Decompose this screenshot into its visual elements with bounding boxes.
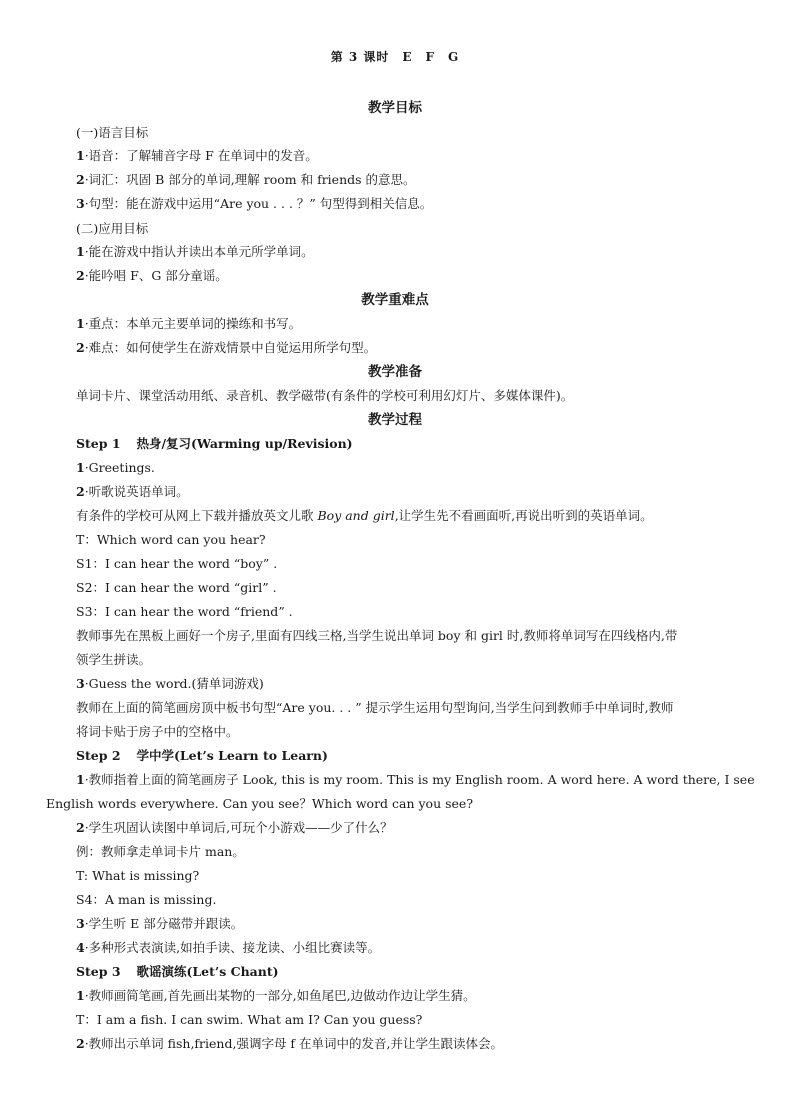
objectives-heading: 教学目标 [368, 100, 422, 116]
application-goal-2: 2·能吟唱 F、G 部分童谣。 [76, 268, 228, 283]
process-heading: 教学过程 [368, 412, 422, 428]
dialogue-line: S1：I can hear the word “boy” . [76, 556, 278, 571]
application-goal-1: 1·能在游戏中指认并读出本单元所学单词。 [76, 244, 314, 259]
key-point-2: 2·难点：如何使学生在游戏情景中自觉运用所学句型。 [76, 340, 377, 355]
step-2-item-2: 2·学生巩固认读图中单词后,可玩个小游戏——少了什么？ [76, 820, 393, 835]
step-1-paragraph-2-line-2: 领学生拼读。 [76, 652, 152, 667]
language-goal-3: 3·句型：能在游戏中运用“Are you . . . ？” 句型得到相关信息。 [76, 196, 433, 211]
step-1-item-1: 1·Greetings. [76, 460, 155, 475]
step-2-title: Step 2 学中学(Let’s Learn to Learn) [76, 748, 328, 763]
step-3-item-2: 2·教师出示单词 fish,friend,强调字母 f 在单词中的发音,并让学生跟读体会。 [76, 1036, 503, 1051]
step-1-title: Step 1 热身/复习(Warming up/Revision) [76, 436, 353, 451]
lesson-header: 第 3 课时 E F G [330, 50, 460, 64]
language-goal-1: 1·语音：了解辅音字母 F 在单词中的发音。 [76, 148, 318, 163]
preparation-text: 单词卡片、课堂活动用纸、录音机、教学磁带(有条件的学校可利用幻灯片、多媒体课件)。 [76, 388, 574, 403]
step-1-paragraph-1: 有条件的学校可从网上下载并播放英文儿歌 Boy and girl,让学生先不看画面听,再说出听到的英语单词。 [76, 508, 653, 523]
step-1-item-3: 3·Guess the word.(猜单词游戏) [76, 676, 264, 691]
key-point-1: 1·重点：本单元主要单词的操练和书写。 [76, 316, 302, 331]
step-1-item-2: 2·听歌说英语单词。 [76, 484, 189, 499]
step-1-paragraph-3-line-2: 将词卡贴于房子中的空格中。 [76, 724, 239, 739]
preparation-heading: 教学准备 [368, 364, 422, 380]
step-1-paragraph-2-line-1: 教师事先在黑板上画好一个房子,里面有四线三格,当学生说出单词 boy 和 girl 时,教师将单词写在四线格内,带 [76, 628, 678, 643]
dialogue-line: T：Which word can you hear? [76, 532, 266, 547]
key-points-heading: 教学重难点 [361, 292, 429, 308]
dialogue-line: T: What is missing? [76, 868, 200, 883]
language-goals-label: (一)语言目标 [76, 125, 149, 140]
dialogue-line: S4：A man is missing. [76, 892, 217, 907]
step-2-example: 例：教师拿走单词卡片 man。 [76, 844, 245, 859]
step-2-item-3: 3·学生听 E 部分磁带并跟读。 [76, 916, 244, 931]
application-goals-label: (二)应用目标 [76, 221, 149, 236]
step-2-item-4: 4·多种形式表演读,如拍手读、接龙读、小组比赛读等。 [76, 940, 381, 955]
dialogue-line: T：I am a fish. I can swim. What am I? Can you guess? [76, 1012, 423, 1027]
dialogue-line: S3：I can hear the word “friend” . [76, 604, 293, 619]
step-2-item-1-line-2: English words everywhere. Can you see？Which word can you see? [46, 796, 474, 811]
step-2-item-1-line-1: 1·教师指着上面的简笔画房子 Look, this is my room. This is my English room. A word here. A word there, I see [76, 772, 755, 787]
song-title: Boy and girl [317, 508, 395, 523]
language-goal-2: 2·词汇：巩固 B 部分的单词,理解 room 和 friends 的意思。 [76, 172, 416, 187]
step-3-title: Step 3 歌谣演练(Let’s Chant) [76, 964, 279, 979]
step-3-item-1: 1·教师画简笔画,首先画出某物的一部分,如鱼尾巴,边做动作边让学生猜。 [76, 988, 476, 1003]
step-1-paragraph-3-line-1: 教师在上面的简笔画房顶中板书句型“Are you. . . ” 提示学生运用句型询问,当学生问到教师手中单词时,教师 [76, 700, 674, 715]
dialogue-line: S2：I can hear the word “girl” . [76, 580, 277, 595]
